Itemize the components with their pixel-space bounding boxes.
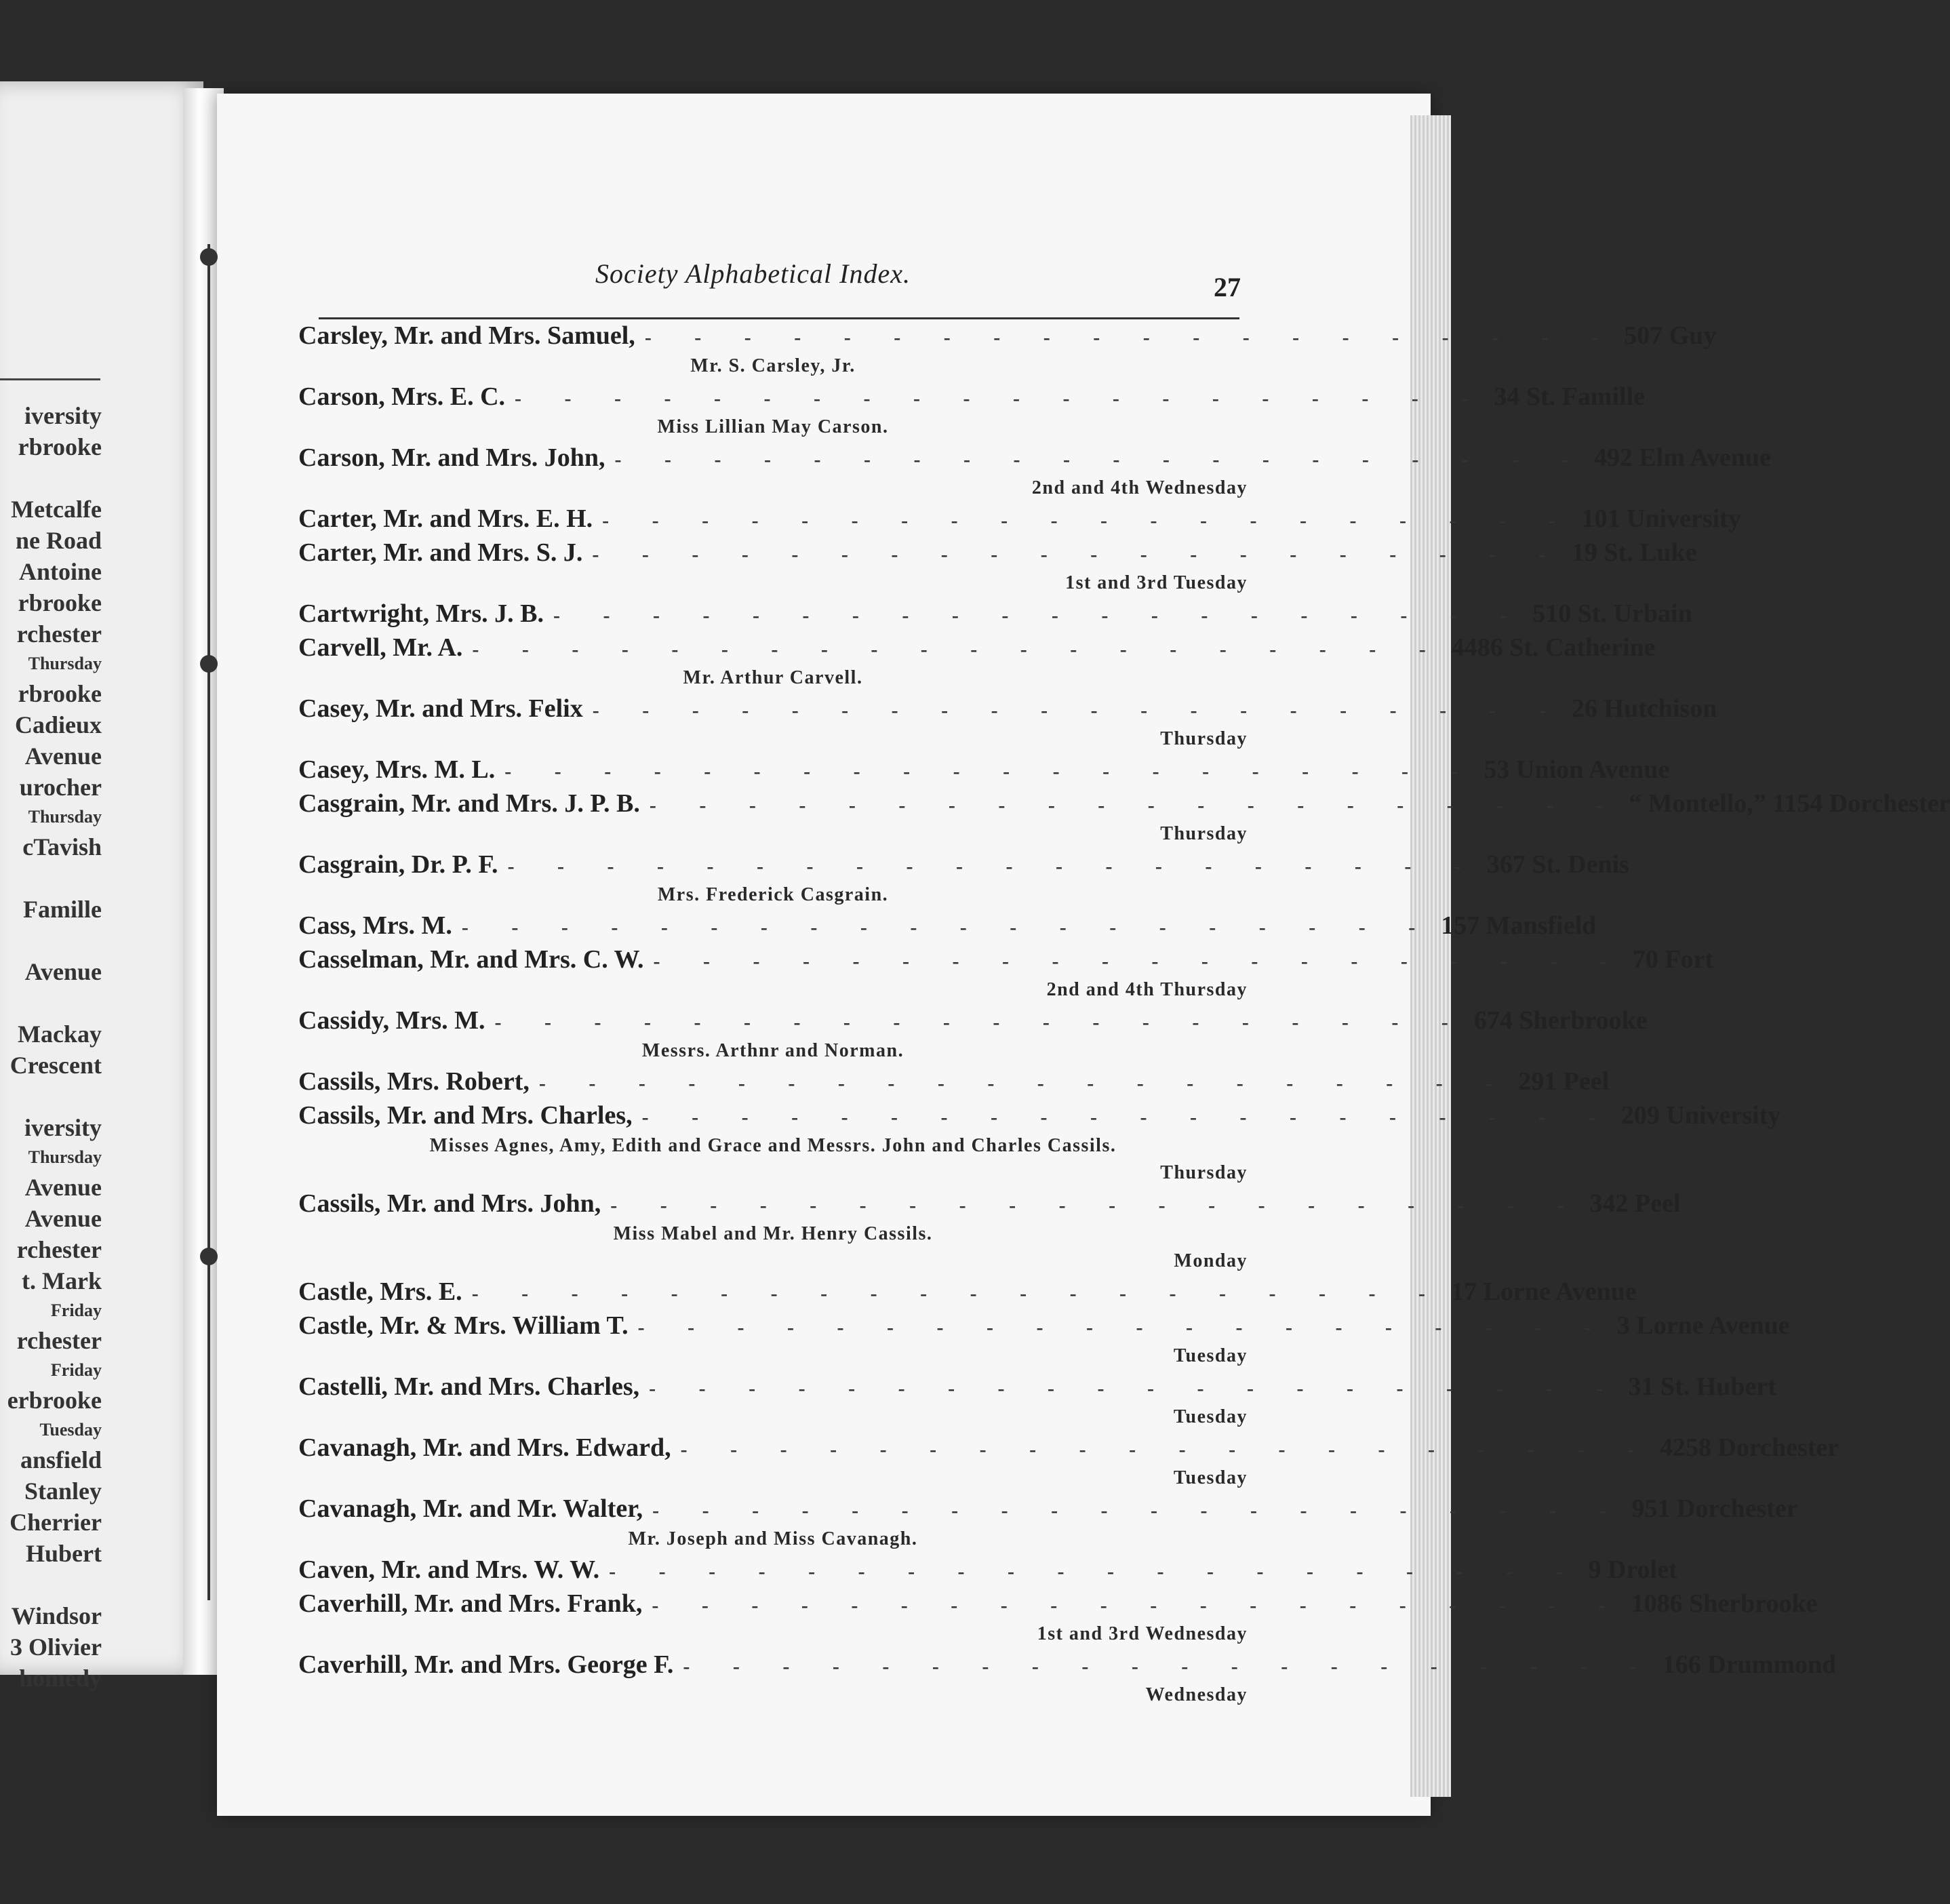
entry-address: 26 Hutchison — [1572, 694, 1717, 723]
dot-leaders: - - - - - - - - - - - - - - - - - - - - — [471, 1282, 1444, 1305]
entry-row — [298, 909, 1597, 943]
left-page-rule — [0, 378, 100, 380]
index-entry — [298, 787, 1950, 848]
left-page-fragment: ne Road — [15, 527, 102, 554]
dot-leaders: - - - - - - - - - - - - - - - - - - - - — [637, 1316, 1610, 1338]
entry-name: Cavanagh, Mr. and Mrs. Edward, — [298, 1433, 671, 1462]
entry-row — [298, 943, 1714, 976]
entry-name: Caverhill, Mr. and Mrs. Frank, — [298, 1589, 643, 1618]
entry-reception-day: Thursday — [1160, 1162, 1248, 1183]
dot-leaders: - - - - - - - - - - - - - - - - - - - - — [610, 1194, 1583, 1216]
entry-row — [298, 631, 1656, 665]
index-entry — [298, 1553, 1677, 1587]
left-page-spacer — [0, 1569, 102, 1600]
dot-leaders: - - - - - - - - - - - - - - - - - - - - — [515, 387, 1488, 410]
dot-leaders: - - - - - - - - - - - - - - - - - - - - — [652, 1594, 1625, 1617]
entry-reception-day: 2nd and 4th Thursday — [1046, 979, 1248, 1000]
left-page-fragment: Friday — [50, 1301, 102, 1320]
entry-row — [298, 502, 1741, 536]
entry-row — [298, 1553, 1677, 1587]
left-page-spacer — [0, 462, 102, 494]
left-page-fragment: Friday — [50, 1360, 102, 1380]
entry-name: Cassils, Mrs. Robert, — [298, 1067, 530, 1096]
dot-leaders: - - - - - - - - - - - - - - - - - - - - — [538, 1072, 1512, 1094]
entry-row — [298, 380, 1646, 414]
entry-row — [298, 319, 1717, 353]
entry-name: Casselman, Mr. and Mrs. C. W. — [298, 945, 644, 974]
index-entry — [298, 692, 1717, 753]
left-page-fragment: Metcalfe — [11, 496, 102, 523]
dot-leaders: - - - - - - - - - - - - - - - - - - - - — [592, 699, 1566, 721]
entry-address: 1086 Sherbrooke — [1631, 1589, 1818, 1618]
left-page-fragment: rbrooke — [18, 433, 102, 460]
entry-row — [298, 1587, 1818, 1621]
entry-family-note: Messrs. Arthnr and Norman. — [641, 1040, 904, 1061]
left-page-fragment: homedy — [18, 1665, 102, 1692]
index-entry — [298, 848, 1629, 909]
entry-name: Cassils, Mr. and Mrs. John, — [298, 1189, 601, 1218]
entry-name: Castle, Mr. & Mrs. William T. — [298, 1311, 629, 1340]
index-entry — [298, 1187, 1681, 1275]
entry-name: Casgrain, Mr. and Mrs. J. P. B. — [298, 789, 640, 818]
entry-address: 9 Drolet — [1588, 1555, 1677, 1584]
left-page-fragment: rchester — [16, 1236, 102, 1263]
dot-leaders: - - - - - - - - - - - - - - - - - - - - — [614, 448, 1587, 471]
entry-reception-day: Monday — [1174, 1250, 1248, 1271]
dot-leaders: - - - - - - - - - - - - - - - - - - - - — [649, 794, 1623, 816]
left-page-fragment: Tuesday — [39, 1420, 102, 1440]
entry-row — [298, 1370, 1776, 1404]
entry-address: 510 St. Urbain — [1532, 599, 1692, 628]
entry-name: Caven, Mr. and Mrs. W. W. — [298, 1555, 600, 1584]
left-page-fragment: Stanley — [24, 1477, 102, 1505]
entry-reception-day: Thursday — [1160, 728, 1248, 749]
entry-row — [298, 1098, 1781, 1132]
entry-reception-day: 2nd and 4th Wednesday — [1031, 477, 1248, 498]
entry-reception-day: 1st and 3rd Wednesday — [1037, 1623, 1248, 1644]
entry-name: Carter, Mr. and Mrs. E. H. — [298, 504, 593, 533]
entry-family-note: Misses Agnes, Amy, Edith and Grace and Messrs. John and Charles Cassils. — [429, 1135, 1117, 1156]
index-entry — [298, 1370, 1776, 1431]
left-page-fragment: Avenue — [24, 958, 102, 985]
binding-knot — [200, 655, 218, 673]
entry-address: 4486 St. Catherine — [1451, 633, 1656, 662]
index-entry — [298, 943, 1714, 1004]
left-page-fragment: rchester — [16, 620, 102, 648]
left-page-fragment: urocher — [19, 774, 102, 801]
entry-address: 31 St. Hubert — [1628, 1372, 1776, 1401]
dot-leaders: - - - - - - - - - - - - - - - - - - - - — [472, 638, 1445, 660]
index-entry — [298, 536, 1697, 597]
entry-name: Carvell, Mr. A. — [298, 633, 463, 662]
entry-row — [298, 692, 1717, 726]
running-head-title: Society Alphabetical Index. — [595, 258, 911, 289]
left-page-fragment: Avenue — [24, 1205, 102, 1232]
dot-leaders: - - - - - - - - - - - - - - - - - - - - — [609, 1560, 1582, 1583]
entry-name: Casey, Mrs. M. L. — [298, 755, 496, 784]
left-page-spacer — [0, 987, 102, 1018]
left-page-spacer — [0, 862, 102, 894]
entry-row — [298, 1065, 1610, 1098]
binding-knot — [200, 1248, 218, 1265]
entry-address: 17 Lorne Avenue — [1451, 1277, 1637, 1306]
index-entry — [298, 1431, 1839, 1492]
dot-leaders: - - - - - - - - - - - - - - - - - - - - — [653, 950, 1626, 972]
index-entry — [298, 1098, 1781, 1187]
entry-name: Cartwright, Mrs. J. B. — [298, 599, 544, 628]
entry-name: Cass, Mrs. M. — [298, 911, 452, 940]
index-entry — [298, 1587, 1818, 1648]
left-page-fragment: Crescent — [9, 1052, 102, 1079]
entry-address: 342 Peel — [1589, 1189, 1681, 1218]
entry-family-note: Mr. Joseph and Miss Cavanagh. — [628, 1528, 918, 1549]
facing-page-left — [0, 81, 203, 1692]
index-entry — [298, 597, 1692, 631]
entry-address: 19 St. Luke — [1571, 538, 1697, 567]
entry-row — [298, 1492, 1798, 1526]
left-page-fragment: ansfield — [20, 1446, 102, 1473]
dot-leaders: - - - - - - - - - - - - - - - - - - - - — [680, 1438, 1653, 1461]
index-entry — [298, 1648, 1837, 1709]
dot-leaders: - - - - - - - - - - - - - - - - - - - - — [649, 1377, 1622, 1400]
dot-leaders: - - - - - - - - - - - - - - - - - - - - — [507, 855, 1480, 877]
index-entry — [298, 1275, 1637, 1309]
index-entry — [298, 909, 1597, 943]
entry-name: Carsley, Mr. and Mrs. Samuel, — [298, 321, 635, 350]
entry-row — [298, 1275, 1637, 1309]
dot-leaders: - - - - - - - - - - - - - - - - - - - - — [644, 326, 1618, 349]
left-page-fragment: Thursday — [28, 654, 102, 673]
left-page-fragment: Hubert — [26, 1540, 102, 1567]
dot-leaders: - - - - - - - - - - - - - - - - - - - - — [652, 1499, 1625, 1522]
left-page-fragment: iversity — [24, 1114, 102, 1141]
left-page-spacer — [0, 1081, 102, 1112]
entry-address: 367 St. Denis — [1486, 850, 1629, 879]
left-page-fragment: t. Mark — [22, 1267, 102, 1294]
entry-name: Carter, Mr. and Mrs. S. J. — [298, 538, 583, 567]
dot-leaders: - - - - - - - - - - - - - - - - - - - - — [592, 543, 1565, 566]
entry-name: Cavanagh, Mr. and Mr. Walter, — [298, 1494, 643, 1523]
dot-leaders: - - - - - - - - - - - - - - - - - - - - — [602, 509, 1575, 532]
left-page-fragment: Mackay — [18, 1020, 102, 1048]
entry-address: 674 Sherbrooke — [1473, 1006, 1648, 1035]
left-page-fragment: rbrooke — [18, 589, 102, 616]
entry-address: 70 Fort — [1632, 945, 1714, 974]
entry-name: Castelli, Mr. and Mrs. Charles, — [298, 1372, 640, 1401]
binding-knot — [200, 248, 218, 266]
left-page-fragment: Thursday — [28, 1147, 102, 1167]
dot-leaders: - - - - - - - - - - - - - - - - - - - - — [494, 1011, 1467, 1033]
dot-leaders: - - - - - - - - - - - - - - - - - - - - — [683, 1655, 1656, 1678]
left-page-spacer — [0, 925, 102, 956]
entry-family-note: Miss Mabel and Mr. Henry Cassils. — [613, 1223, 933, 1244]
entry-name: Carson, Mrs. E. C. — [298, 382, 506, 411]
entry-reception-day: 1st and 3rd Tuesday — [1065, 572, 1248, 593]
entry-family-note: Mrs. Frederick Casgrain. — [657, 884, 889, 905]
entry-row — [298, 787, 1950, 820]
index-entry — [298, 502, 1741, 536]
index-entry — [298, 380, 1646, 441]
entry-reception-day: Tuesday — [1173, 1345, 1248, 1366]
index-entry — [298, 1004, 1648, 1065]
left-page-fragment: Cadieux — [14, 711, 102, 738]
index-entry — [298, 441, 1771, 502]
entry-row — [298, 1309, 1790, 1343]
entry-name: Caverhill, Mr. and Mrs. George F. — [298, 1650, 674, 1679]
entry-row — [298, 536, 1697, 570]
left-page-fragment: rbrooke — [18, 680, 102, 707]
left-page-fragment: Avenue — [24, 742, 102, 770]
entry-address: 101 University — [1581, 504, 1741, 533]
dot-leaders: - - - - - - - - - - - - - - - - - - - - — [553, 604, 1526, 627]
entry-address: 507 Guy — [1624, 321, 1717, 350]
index-entry — [298, 1065, 1610, 1098]
entry-family-note: Mr. Arthur Carvell. — [683, 667, 863, 688]
entry-row — [298, 1004, 1648, 1037]
entry-reception-day: Tuesday — [1173, 1406, 1248, 1427]
index-entry — [298, 631, 1656, 692]
entry-name: Casgrain, Dr. P. F. — [298, 850, 498, 879]
left-page-fragment: 3 Olivier — [10, 1633, 102, 1661]
entry-family-note: Miss Lillian May Carson. — [657, 416, 889, 437]
entry-address: 166 Drummond — [1662, 1650, 1837, 1679]
entry-row — [298, 441, 1771, 475]
entry-address: 291 Peel — [1518, 1067, 1610, 1096]
left-page-fragment: Antoine — [18, 558, 102, 585]
entry-reception-day: Tuesday — [1173, 1467, 1248, 1488]
index-entry — [298, 319, 1717, 380]
entry-address: 34 St. Famille — [1494, 382, 1646, 411]
page-number: 27 — [1214, 272, 1241, 302]
left-page-fragment: Famille — [23, 896, 102, 923]
index-entry — [298, 753, 1670, 787]
left-page-fragment: Thursday — [28, 807, 102, 827]
left-page-fragment: Avenue — [24, 1174, 102, 1201]
left-page-fragment: erbrooke — [7, 1387, 102, 1414]
entry-family-note: Mr. S. Carsley, Jr. — [690, 355, 856, 376]
entry-address: 157 Mansfield — [1441, 911, 1597, 940]
left-page-fragment: Windsor — [11, 1602, 102, 1629]
left-page-fragments — [0, 400, 102, 1694]
entry-address: “ Montello,” 1154 Dorchester — [1629, 789, 1950, 818]
entry-name: Casey, Mr. and Mrs. Felix — [298, 694, 583, 723]
entry-name: Carson, Mr. and Mrs. John, — [298, 443, 605, 472]
index-entry — [298, 1309, 1790, 1370]
binding-thread — [207, 244, 210, 1600]
dot-leaders: - - - - - - - - - - - - - - - - - - - - — [641, 1106, 1614, 1128]
entry-address: 951 Dorchester — [1631, 1494, 1798, 1523]
entry-row — [298, 753, 1670, 787]
left-page-fragment: iversity — [24, 402, 102, 429]
entry-row — [298, 848, 1629, 881]
entry-address: 4258 Dorchester — [1659, 1433, 1839, 1462]
entry-name: Castle, Mrs. E. — [298, 1277, 462, 1306]
entry-address: 209 University — [1620, 1101, 1781, 1130]
entry-row — [298, 1648, 1837, 1682]
entry-address: 53 Union Avenue — [1484, 755, 1670, 784]
entry-reception-day: Wednesday — [1145, 1684, 1248, 1705]
entry-reception-day: Thursday — [1160, 823, 1248, 844]
entry-address: 492 Elm Avenue — [1593, 443, 1771, 472]
entry-row — [298, 1187, 1681, 1221]
left-page-fragment: cTavish — [22, 833, 102, 860]
dot-leaders: - - - - - - - - - - - - - - - - - - - - — [504, 760, 1477, 782]
entry-row — [298, 597, 1692, 631]
entry-name: Cassils, Mr. and Mrs. Charles, — [298, 1101, 633, 1130]
left-page-fragment: rchester — [16, 1327, 102, 1354]
entry-address: 3 Lorne Avenue — [1616, 1311, 1790, 1340]
entry-row — [298, 1431, 1839, 1465]
entry-name: Cassidy, Mrs. M. — [298, 1006, 485, 1035]
index-entry — [298, 1492, 1798, 1553]
left-page-fragment: Cherrier — [9, 1509, 102, 1536]
index-entries — [298, 319, 1950, 1709]
dot-leaders: - - - - - - - - - - - - - - - - - - - - — [461, 916, 1435, 938]
